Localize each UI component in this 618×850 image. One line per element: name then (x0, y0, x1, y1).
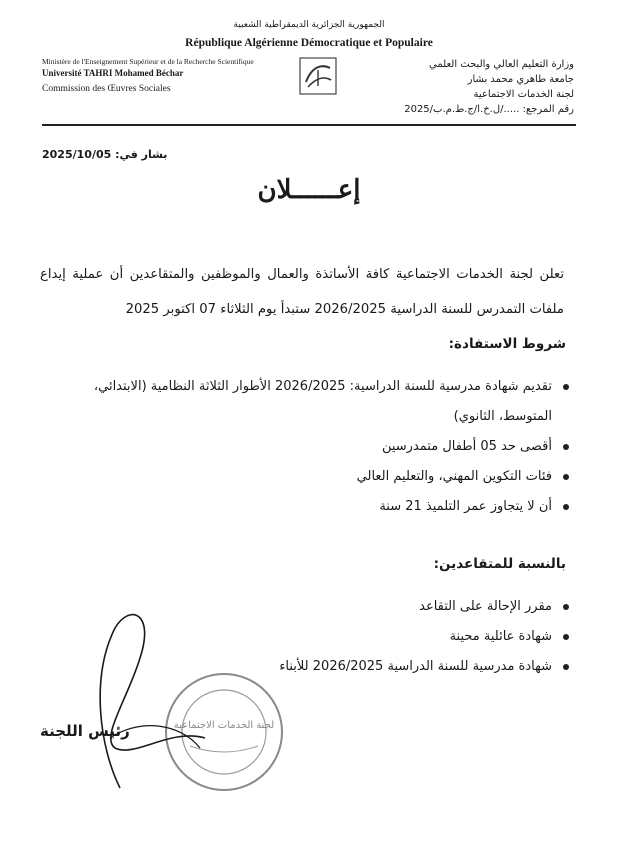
list-item: أن لا يتجاوز عمر التلميذ 21 سنة (52, 492, 572, 522)
list-item: شهادة مدرسية للسنة الدراسية 2026/2025 للأبناء (52, 652, 572, 682)
commission-fr: Commission des Œuvres Sociales (42, 84, 171, 94)
french-header-block (42, 57, 302, 98)
list-item: فئات التكوين المهني، والتعليم العالي (52, 462, 572, 492)
announcement-body: تعلن لجنة الخدمات الاجتماعية كافة الأساتذة والعمال والموظفين والمتقاعدين أن عملية إيداع ملفات التمدرس للسنة الدراسية 2026/2025 ستبدأ يوم الثلاثاء 07 اكتوبر 2025 (40, 267, 564, 317)
reference-number: رقم المرجع: ...../ل.خ.ا/ج.ط.م.ب/2025 (404, 104, 574, 115)
page-title: إعــــــلان (257, 175, 361, 205)
committee-ar: لجنة الخدمات الاجتماعية (473, 89, 574, 100)
ministry-ar: وزارة التعليم العالي والبحث العلمي (429, 59, 574, 70)
university-ar: جامعة طاهري محمد بشار (467, 74, 574, 85)
arabic-header-block (364, 57, 574, 117)
ministry-fr: Ministère de l'Enseignement Supérieur et de la Recherche Scientifique (42, 57, 254, 66)
document-date: بشار في: 2025/10/05 (42, 148, 168, 161)
university-logo-icon (298, 56, 338, 96)
list-item: أقصى حد 05 أطفال متمدرسين (52, 432, 572, 462)
retirees-heading: بالنسبة للمتقاعدين: (433, 556, 566, 572)
list-item: شهادة عائلية محينة (52, 622, 572, 652)
conditions-list (52, 372, 572, 522)
header-divider (42, 124, 576, 126)
list-item: تقديم شهادة مدرسية للسنة الدراسية: 2026/2025 الأطوار الثلاثة النظامية (الابتدائي، المتوسط، الثانوي) (52, 372, 572, 432)
list-item: مقرر الإحالة على التقاعد (52, 592, 572, 622)
signature-scribble-icon (60, 598, 210, 798)
stamp-text: لجنة الخدمات الاجتماعية (173, 720, 275, 731)
signature-title: رئيس اللجنة (40, 722, 130, 740)
header-arabic-republic: الجمهورية الجزائرية الديمقراطية الشعبية (233, 20, 385, 30)
university-fr: Université TAHRI Mohamed Béchar (42, 68, 184, 78)
conditions-heading: شروط الاستفادة: (448, 336, 566, 352)
header-french-republic: République Algérienne Démocratique et Populaire (185, 37, 433, 49)
